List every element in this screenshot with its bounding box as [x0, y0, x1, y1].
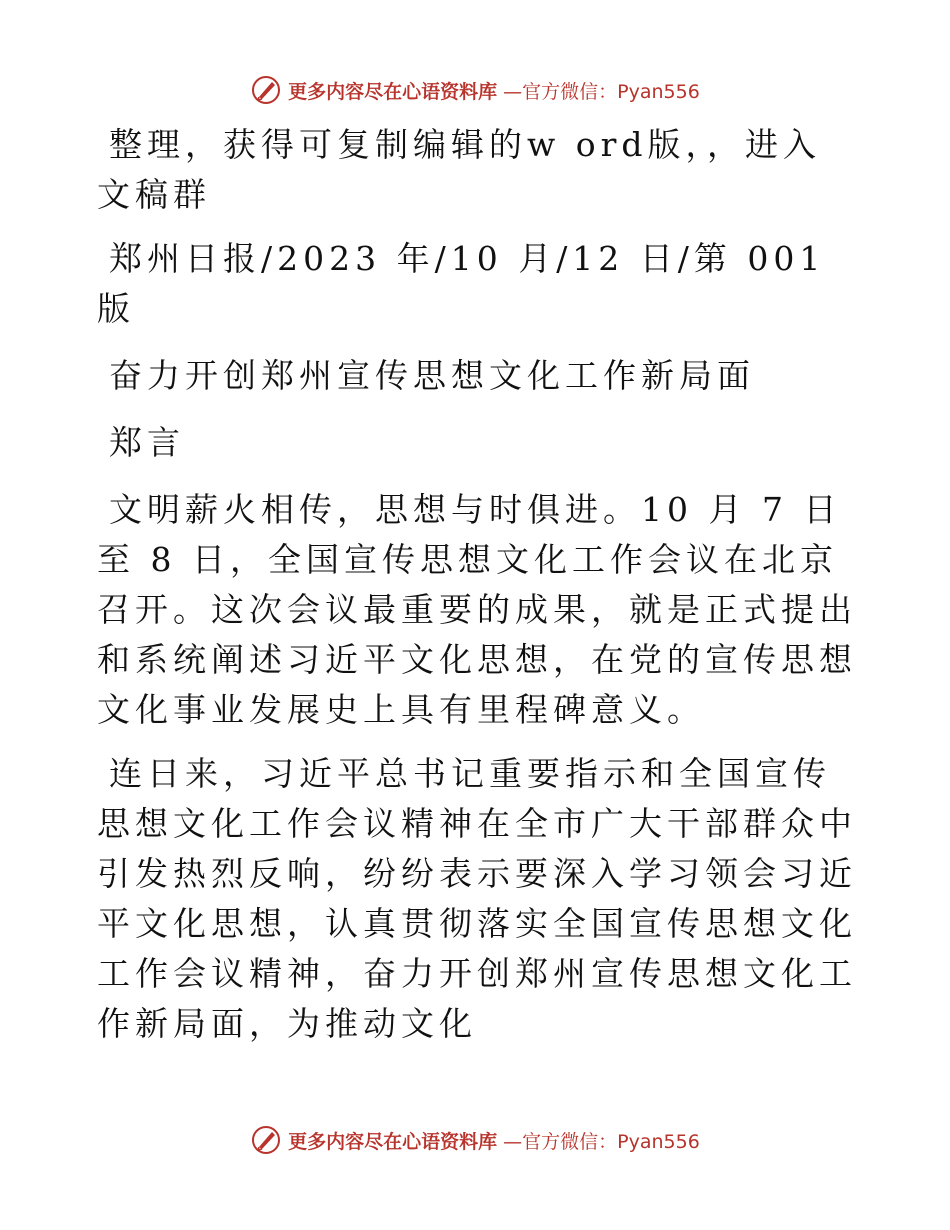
document-body: [97, 120, 857, 1063]
quill-pen-circle-icon: [250, 74, 282, 106]
footer-wechat-text: —官方微信：Pyan556: [503, 1130, 700, 1153]
footer-brand-text: 更多内容尽在心语资料库: [288, 1130, 498, 1153]
quill-pen-circle-icon: [250, 1124, 282, 1156]
article-author: 郑言: [109, 423, 185, 462]
article-title: 奋力开创郑州宣传思想文化工作新局面: [109, 356, 755, 395]
source-line: 郑州日报/2023 年/10 月/12 日/第 001 版: [97, 239, 826, 328]
footer-banner: [0, 1120, 950, 1160]
body-paragraph-1: 文明薪火相传，思想与时俱进。10 月 7 日至 8 日，全国宣传思想文化工作会议在北京召开。这次会议最重要的成果，就是正式提出和系统阐述习近平文化思想，在党的宣传思想文化事业发展史上具有里程碑意义。: [97, 490, 857, 729]
banner-brand-text: 更多内容尽在心语资料库: [288, 80, 498, 103]
header-banner: [0, 70, 950, 110]
banner-wechat-text: —官方微信：Pyan556: [503, 80, 700, 103]
body-paragraph-2: 连日来，习近平总书记重要指示和全国宣传思想文化工作会议精神在全市广大干部群众中引发热烈反响，纷纷表示要深入学习领会习近平文化思想，认真贯彻落实全国宣传思想文化工作会议精神，奋力开创郑州宣传思想文化工作新局面，为推动文化: [97, 754, 857, 1043]
intro-paragraph: 整理，获得可复制编辑的w ord版，，进入文稿群: [97, 125, 822, 214]
